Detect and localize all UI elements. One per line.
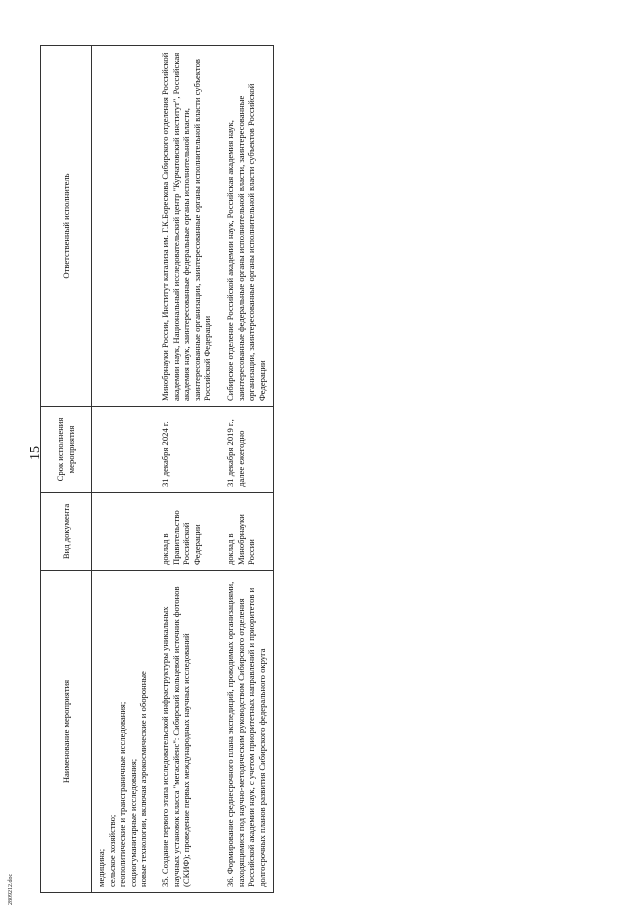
page-number: 15	[28, 446, 43, 460]
empty-cell	[92, 407, 154, 493]
header-activity-name: Наименование мероприятия	[41, 571, 92, 893]
table-row-continuation	[92, 46, 154, 893]
table-row-36	[219, 46, 273, 893]
document-code: 2809212.doc	[8, 873, 14, 905]
table-row-35	[154, 46, 219, 893]
header-responsible: Ответственный исполнитель	[41, 46, 92, 407]
activity-name-cell: 36. Формирование среднесрочного плана экспедиций, проводимых организациями, находящимися под научно-методическим руководством Сибирского отделения Российской академии наук, с учетом приоритетных направлений и приоритетов и долгосрочных планов развития Сибирского федерального округа	[219, 571, 273, 893]
border-cell	[273, 571, 274, 893]
border-cell	[273, 493, 274, 571]
empty-cell	[92, 46, 154, 407]
continuation-line: медицина;	[96, 848, 106, 887]
activity-name-cell: 35. Создание первого этапа исследовательской инфраструктуры уникальных научных установок класса "мегасайенс": Сибирский кольцевой источник фотонов (СКИФ); проведение первых международных научных исследований	[154, 571, 219, 893]
responsible-cell: Минобрнауки России, Институт катализа им. Г.К.Борескова Сибирского отделения Российской академии наук, Национальный исследовательский центр "Курчатовский институт", Российская академия наук, заинтересованные федеральные органы исполнительной власти, заинтересованные организации, заинтересованные органы исполнительной власти субъектов Российской Федерации	[154, 46, 219, 407]
header-deadline: Срок исполнения мероприятия	[41, 407, 92, 493]
header-document-type: Вид документа	[41, 493, 92, 571]
activities-table	[40, 45, 274, 893]
border-cell	[273, 46, 274, 407]
document-page	[40, 45, 612, 893]
table-header-row	[41, 46, 92, 893]
empty-cell	[92, 493, 154, 571]
responsible-cell: Сибирское отделение Российской академии наук, Российская академия наук, заинтересованные федеральные органы исполнительной власти, заинтересованные организации, заинтересованные органы исполнительной власти субъектов Российской Федерации	[219, 46, 273, 407]
continuation-cell	[92, 571, 154, 893]
continuation-line: социогуманитарные исследования;	[127, 758, 138, 887]
document-type-cell: доклад в Минобрнауки России	[219, 493, 273, 571]
deadline-cell: 31 декабря 2019 г., далее ежегодно	[219, 407, 273, 493]
document-type-cell: доклад в Правительство Российской Федерации	[154, 493, 219, 571]
table-bottom-border	[273, 46, 274, 893]
continuation-line: новые технологии, включая аэрокосмические и оборонные	[138, 671, 149, 887]
continuation-line: геополитические и трансграничные исследования;	[117, 701, 128, 887]
deadline-cell: 31 декабря 2024 г.	[154, 407, 219, 493]
border-cell	[273, 407, 274, 493]
continuation-line: сельское хозяйство;	[106, 814, 117, 887]
